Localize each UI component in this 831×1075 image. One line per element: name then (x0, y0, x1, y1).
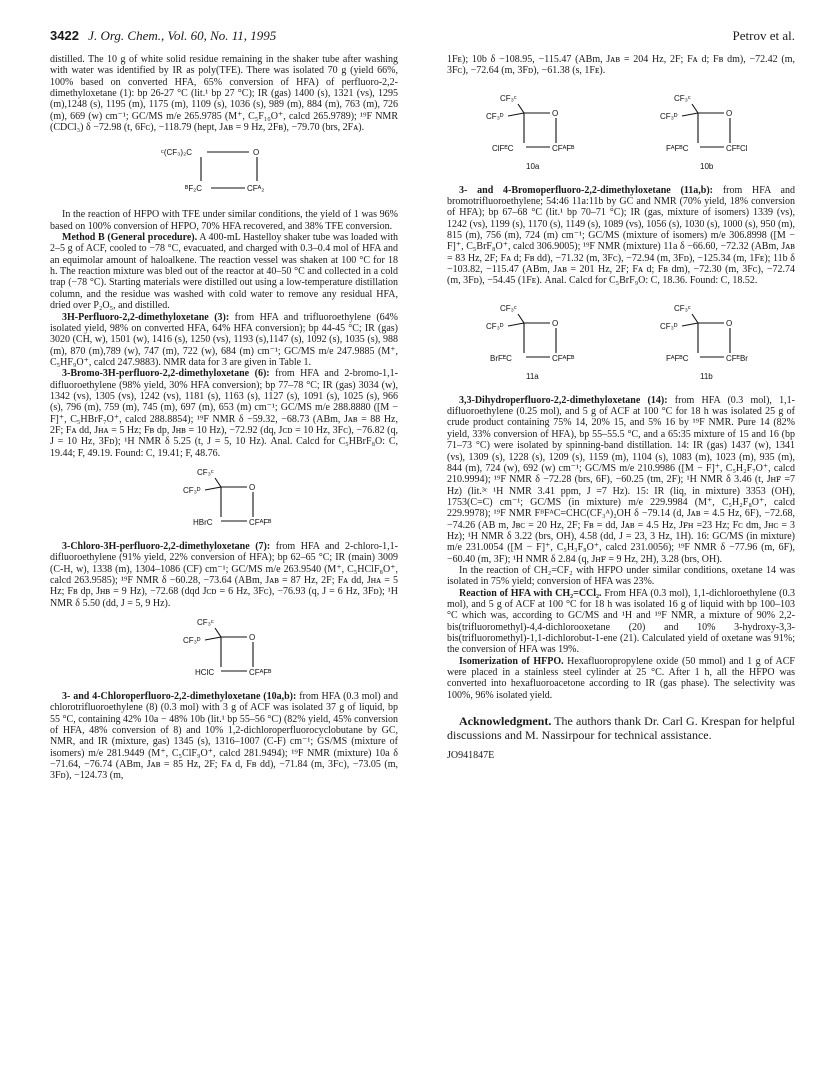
svg-text:CFᴱCl: CFᴱCl (726, 143, 748, 153)
svg-text:CFᴬFᴮ: CFᴬFᴮ (552, 143, 575, 153)
svg-text:10b: 10b (700, 161, 714, 171)
paragraph: In the reaction of CH₂=CF₂ with HFPO under similar conditions, oxetane 14 was isolated in 75% yield; conversion of HFA was 23%. (447, 564, 795, 588)
paragraph: 3- and 4-Bromoperfluoro-2,2-dimethyloxetane (11a,b): from HFA and bromotrifluoroethylene; 54:46 11a:11b by GC and NMR (70% yield, 18% conversion of HFA); bp 67–68 °C (lit.¹ bp 70–71 °C); IR (gas, mixture of isomers) 1339 (vs), 1242 (vs), 1199 (s), 1170 (s), 1149 (s), 1089 (vs), 1056 (s), 1030 (s), 1000 (s), 950 (m), 815 (m), 756 (m), 724 (m) cm⁻¹; GC/MS (mixture of isomers) m/e 306.8998 ([M − F]⁺, C₅BrF₈O⁺, calcd 306.9005); ¹⁹F NMR (mixture) 11a δ −66.60, −72.32 (ABm, Jᴀʙ = 83 Hz, 2F; Fᴀ d; Fʙ dd), −71.32 (m, 3Fᴄ), −72.94 (m, 3Fᴅ), −125.34 (m, 1Fᴇ); 11b δ −103.82, −115.47 (ABm, Jᴀʙ = 201 Hz, 2F; Fᴀ d; Fʙ dm), −72.30 (m, 3Fᴄ), −72.74 (m, 3Fᴅ), −54.45 (1Fᴇ). Anal. Calcd for C₅BrF₉O: C, 18.36. Found: C, 18.52. (447, 184, 795, 287)
svg-text:CF₃ᶜ: CF₃ᶜ (197, 467, 214, 477)
svg-text:O: O (552, 108, 559, 118)
structure-oxetane-1 (149, 139, 299, 203)
structure-oxetane-10b (648, 91, 768, 173)
svg-text:O: O (726, 318, 733, 328)
svg-text:CFᴬFᴮ: CFᴬFᴮ (249, 668, 272, 678)
svg-text:CF₃ᴰ: CF₃ᴰ (183, 485, 201, 495)
svg-text:ClFᴱC: ClFᴱC (492, 143, 514, 153)
paragraph: distilled. The 10 g of white solid residue remaining in the shaker tube after washing with water was identified by IR as poly(TFE). There was isolated 70 g (yield 66%, 100% based on converted HFA, 65% conversion of HFA) of perfluoro-2,2-dimethyloxetane (1): bp 26-27 °C (lit.¹ bp 27 °C); IR (gas) 1400 (s), 1321 (vs), 1295 (m),1248 (s), 1195 (m), 1175 (m), 1109 (s), 1036 (s), 989 (m), 884 (m), 763 (m), 726 (m), 669 (w) cm⁻¹; GC/MS m/e 265.9785 (M⁺, C₅F₁₀O⁺, calcd 265.9789); ¹⁹F NMR (CDCl₃) δ −72.98 (t, 6Fᴄ), −118.79 (hept, Jᴀʙ = 9 Hz, 2Fʙ), −79.70 (brs, 2Fᴀ). (50, 54, 398, 134)
structure-oxetane-7 (149, 615, 299, 685)
svg-text:CF₃ᶜ: CF₃ᶜ (674, 93, 691, 103)
svg-text:CF₃ᶜ: CF₃ᶜ (500, 303, 517, 313)
svg-text:O: O (726, 108, 733, 118)
svg-text:FᴬFᴮC: FᴬFᴮC (666, 353, 689, 363)
structure-pair-10 (447, 85, 795, 179)
svg-text:CF₃ᴰ: CF₃ᴰ (660, 321, 678, 331)
svg-text:CF₃ᶜ: CF₃ᶜ (197, 618, 214, 628)
svg-text:CF₃ᴰ: CF₃ᴰ (183, 636, 201, 646)
svg-text:ᴮF₂C: ᴮF₂C (185, 184, 203, 194)
structure-oxetane-11b (648, 301, 768, 383)
journal-citation: J. Org. Chem., Vol. 60, No. 11, 1995 (88, 28, 277, 43)
svg-text:CF₃ᶜ: CF₃ᶜ (500, 93, 517, 103)
acknowledgment: Acknowledgment. The authors thank Dr. Carl G. Krespan for helpful discussions and M. Nassirpour for technical assistance. (447, 714, 795, 742)
svg-text:CF₃ᴰ: CF₃ᴰ (486, 111, 504, 121)
svg-text:CF₃ᶜ: CF₃ᶜ (674, 303, 691, 313)
manuscript-code: JO941847E (447, 750, 495, 762)
svg-text:BrFᴱC: BrFᴱC (490, 353, 512, 363)
paragraph: Reaction of HFA with CH₂=CCl₂. From HFA (0.3 mol), 1,1-dichloroethylene (0.3 mol), and 5 g of ACF at 100 °C for 18 h was isolated 16 g of liquid with bp 100–103 °C which was, according to GC/MS and ¹H and ¹⁹F NMR, a mixture of 90% 2,2-bis(trifluoromethyl)-4,4-dichlorooxetane (20) and 10% 3-hydroxy-3,3-bis(trifluoromethyl)-1,1-dichlorobut-1-ene (21). Calculated yield of oxetane was 91%; the conversion of HFA was 19%. (447, 587, 795, 656)
svg-text:CF₃ᴰ: CF₃ᴰ (660, 111, 678, 121)
paragraph: In the reaction of HFPO with TFE under similar conditions, the yield of 1 was 96% based on 100% conversion of HFPO, 70% HFA recovered, and 38% TFE conversion. (50, 209, 398, 232)
paragraph: 1Fᴇ); 10b δ −108.95, −115.47 (ABm, Jᴀʙ = 204 Hz, 2F; Fᴀ d; Fʙ dm), −72.42 (m, 3Fᴄ), −72.64 (m, 3Fᴅ), −61.38 (s, 1Fᴇ). (447, 54, 795, 77)
paragraph: 3,3-Dihydroperfluoro-2,2-dimethyloxetane (14): from HFA (0.3 mol), 1,1-difluoroethylene (0.25 mol), and 5 g of ACF at 100 °C for 18 h was isolated 25 g of crude product containing 75% 14, 20% 15, and 5% 16 by ¹⁹F NMR. Pure 14 (82% yield, 33% conversion of HFA), bp 55–55.5 °C, and a 65:35 mixture of 15 and 16 (bp 71–73 °C) were isolated by spinning-band distillation. 14: IR (gas) 1437 (w), 1341 (vs), 1309 (s), 1228 (s), 1209 (s), 1159 (m), 1104 (s), 1083 (m), 1023 (m), 935 (m), 844 (m), 724 (w), 692 (w) cm⁻¹; GC/MS m/e 210.9986 ([M − F]⁺, C₅H₂F₇O⁺, calcd 210.9994); ¹⁹F NMR δ −72.28 (brs, 6F), −60.25 (tm, 2F); ¹H NMR δ 3.46 (t, Jʜꜰ =7 Hz) (lit.³ᶜ ¹H NMR 3.41 ppm, J =7 Hz). 15: IR (liq, in mixture) 3353 (OH), 1753(C=C) cm⁻¹; GC/MS (in mixture) m/e 229.9984 (M⁺, C₅H₂F₈O⁺, calcd 229.9978); ¹⁹F NMR FᴮFᴬC=CHC(CF₃ᴬ)₂OH δ −79.14 (d, Jᴀʙ = 4.5 Hz, 6F), −72.68, −74.26 (AB m, Jʙᴄ = 20 Hz, 2F; Fʙ = dd, Jᴀʙ = 4.5 Hz, Jꜰʜ =23 Hz; Fᴄ dm, Jʜᴄ = 3 Hz); ¹H NMR δ 3.22 (brs, OH), 4.58 (dd, J = 23, 3 Hz, 1H). 16: GC/MS (in mixture) m/e 231.0054 ([M − F]⁺, C₅H₃F₈O⁺, calcd 231.0056); ¹⁹F NMR δ −77.96 (m, 6F), −60.40 (m, 3F); ¹H NMR δ 2.84 (q, Jʜꜰ = 9 Hz, 2H), 3.28 (brs, OH). (447, 394, 795, 565)
structure-oxetane-6 (149, 465, 299, 535)
svg-text:FᴬFᴮC: FᴬFᴮC (666, 143, 689, 153)
structure-oxetane-10a (474, 91, 594, 173)
svg-text:11b: 11b (700, 371, 713, 381)
paragraph: 3-Chloro-3H-perfluoro-2,2-dimethyloxetane (7): from HFA and 2-chloro-1,1-difluoroethylene (91% yield, 22% conversion of HFA); bp 62–65 °C; IR (main) 3009 (C-H, w), 1338 (m), 1304–1086 (CF) cm⁻¹; GC/MS m/e 263.9540 (M⁺, C₅HClF₈O⁺, calcd 263.9585); ¹⁹F NMR δ −60.28, −73.64 (ABm, Jᴀʙ = 87 Hz, 2F; Fᴀ dd, Jʜᴀ = 5 Hz; Fʙ dp, Jʜʙ = 9 Hz), −72.68 (dqd Jᴄᴅ = 6 Hz, 3Fᴄ), −76.93 (q, J = 6 Hz, 3Fᴅ); ¹H NMR δ 5.50 (dd, J = 5, 9 Hz). (50, 540, 399, 609)
right-column (447, 54, 795, 761)
structure-pair-11 (447, 295, 795, 389)
svg-text:O: O (253, 148, 260, 158)
svg-text:O: O (249, 482, 256, 492)
page-number: 3422 (50, 28, 79, 43)
paragraph: 3-Bromo-3H-perfluoro-2,2-dimethyloxetane (6): from HFA and 2-bromo-1,1-difluoroethylene (98% yield, 30% HFA conversion); bp 77–78 °C; IR (gas) 3034 (w), 1342 (vs), 1305 (vs), 1242 (vs), 1181 (s), 1163 (s), 1127 (s), 1091 (s), 1025 (s), 966 (s), 796 (m), 759 (m), 745 (m), 697 (m), 653 (m) cm⁻¹; GC/MS m/e 288.8880 ([M − F]⁺, C₅HBrF₇O⁺, calcd 288.8854); ¹⁹F NMR δ −59.32, −68.73 (ABm, Jᴀʙ = 88 Hz, 2F; Fᴀ dd, Jʜᴀ = 5 Hz; Fʙ dp, Jʜʙ = 10 Hz), −72.92 (dq, Jᴄᴅ = 10 Hz, 3Fᴄ), −76.82 (q, J = 10 Hz, 3Fᴅ); ¹H NMR δ 5.25 (t, J = 5, 10 Hz). Anal. Calcd for C₅HBrF₈O: C, 19.44; F, 49.19. Found: C, 19.41; F, 48.76. (50, 368, 399, 459)
svg-text:CF₃ᴰ: CF₃ᴰ (486, 321, 504, 331)
running-header (50, 28, 795, 48)
running-authors: Petrov et al. (732, 28, 795, 43)
paragraph: 3- and 4-Chloroperfluoro-2,2-dimethyloxetane (10a,b): from HFA (0.3 mol) and chlorotrifluoroethylene (8) (0.3 mol) with 3 g of ACF was isolated 37 g of liquid, bp 55 °C, containing 42% 10a − 48% 10b (lit.¹ bp 55–56 °C) (82% yield, 45% conversion of HFA, 48% conversion of 8) and 10% 1,2-dichloroperfluorocyclobutane by GC, NMR, and IR (mixture, gas) 1345 (s), 1316–1007 (C-F) cm⁻¹; GS/MS (mixture of isomers) m/e 281.9449 (M⁺, C₅ClF₉O⁺, calcd 281.9494); ¹⁹F NMR (mixture) 10a δ −71.64, −76.74 (ABm, Jᴀʙ = 85 Hz, 2F; Fᴀ d, Fʙ dd), −71.84 (m, 3Fᴄ), −73.05 (m, 3Fᴅ), −124.73 (m, (50, 691, 398, 782)
paragraph: Isomerization of HFPO. Hexafluoropropylene oxide (50 mmol) and 1 g of ACF were placed in a stainless steel cylinder at 25 °C. After 1 h, all the HFPO was converted into hexafluoroacetone according to IR (gas phase). The selectivity was 100%, 96% isolated yield. (447, 655, 795, 701)
svg-text:ᶜ(CF₃)₂C: ᶜ(CF₃)₂C (161, 148, 192, 158)
left-column (50, 54, 398, 782)
svg-text:CFᴬFᴮ: CFᴬFᴮ (552, 353, 575, 363)
svg-text:HClC: HClC (195, 668, 215, 678)
svg-text:O: O (249, 633, 256, 643)
svg-text:CFᴬ₂: CFᴬ₂ (247, 184, 265, 194)
paragraph: Method B (General procedure). A 400-mL Hastelloy shaker tube was loaded with 2–5 g of ACF, cooled to −78 °C, evacuated, and charged with 0.3–0.4 mol of HFA and an equimolar amount of haloalkene. The reaction vessel was shaken at 100 °C for 18 h. The reaction mixture was bled out of the reactor at 40–50 °C and collected in a cold trap (−78 °C). Starting materials were distilled out using a low-temperature distillation column, and the residue was washed with cold water to remove any residual HFA, dried over P₂O₅, and distilled. (50, 232, 399, 312)
structure-oxetane-11a (474, 301, 594, 383)
svg-text:O: O (552, 318, 559, 328)
paragraph: 3H-Perfluoro-2,2-dimethyloxetane (3): from HFA and trifluoroethylene (64% isolated yield, 98% on converted HFA, 64% HFA conversion); bp 44-45 °C; IR (gas) 3020 (CH, w), 1501 (w), 1416 (s), 1250 (vs), 1193 (s),1147 (s), 1092 (s), 1035 (s), 988 (m), 870 (m),789 (w), 747 (m), 722 (w), 684 (m) cm⁻¹; GC/MS m/e 247.9885 (M⁺, C₅HF₉O⁺, calcd 247.9883). NMR data for 3 are given in Table 1. (50, 311, 399, 368)
svg-text:11a: 11a (526, 371, 539, 381)
svg-text:HBrC: HBrC (193, 517, 213, 527)
svg-text:CFᴬFᴮ: CFᴬFᴮ (249, 517, 272, 527)
svg-text:10a: 10a (526, 161, 540, 171)
svg-text:CFᴱBr: CFᴱBr (726, 353, 748, 363)
